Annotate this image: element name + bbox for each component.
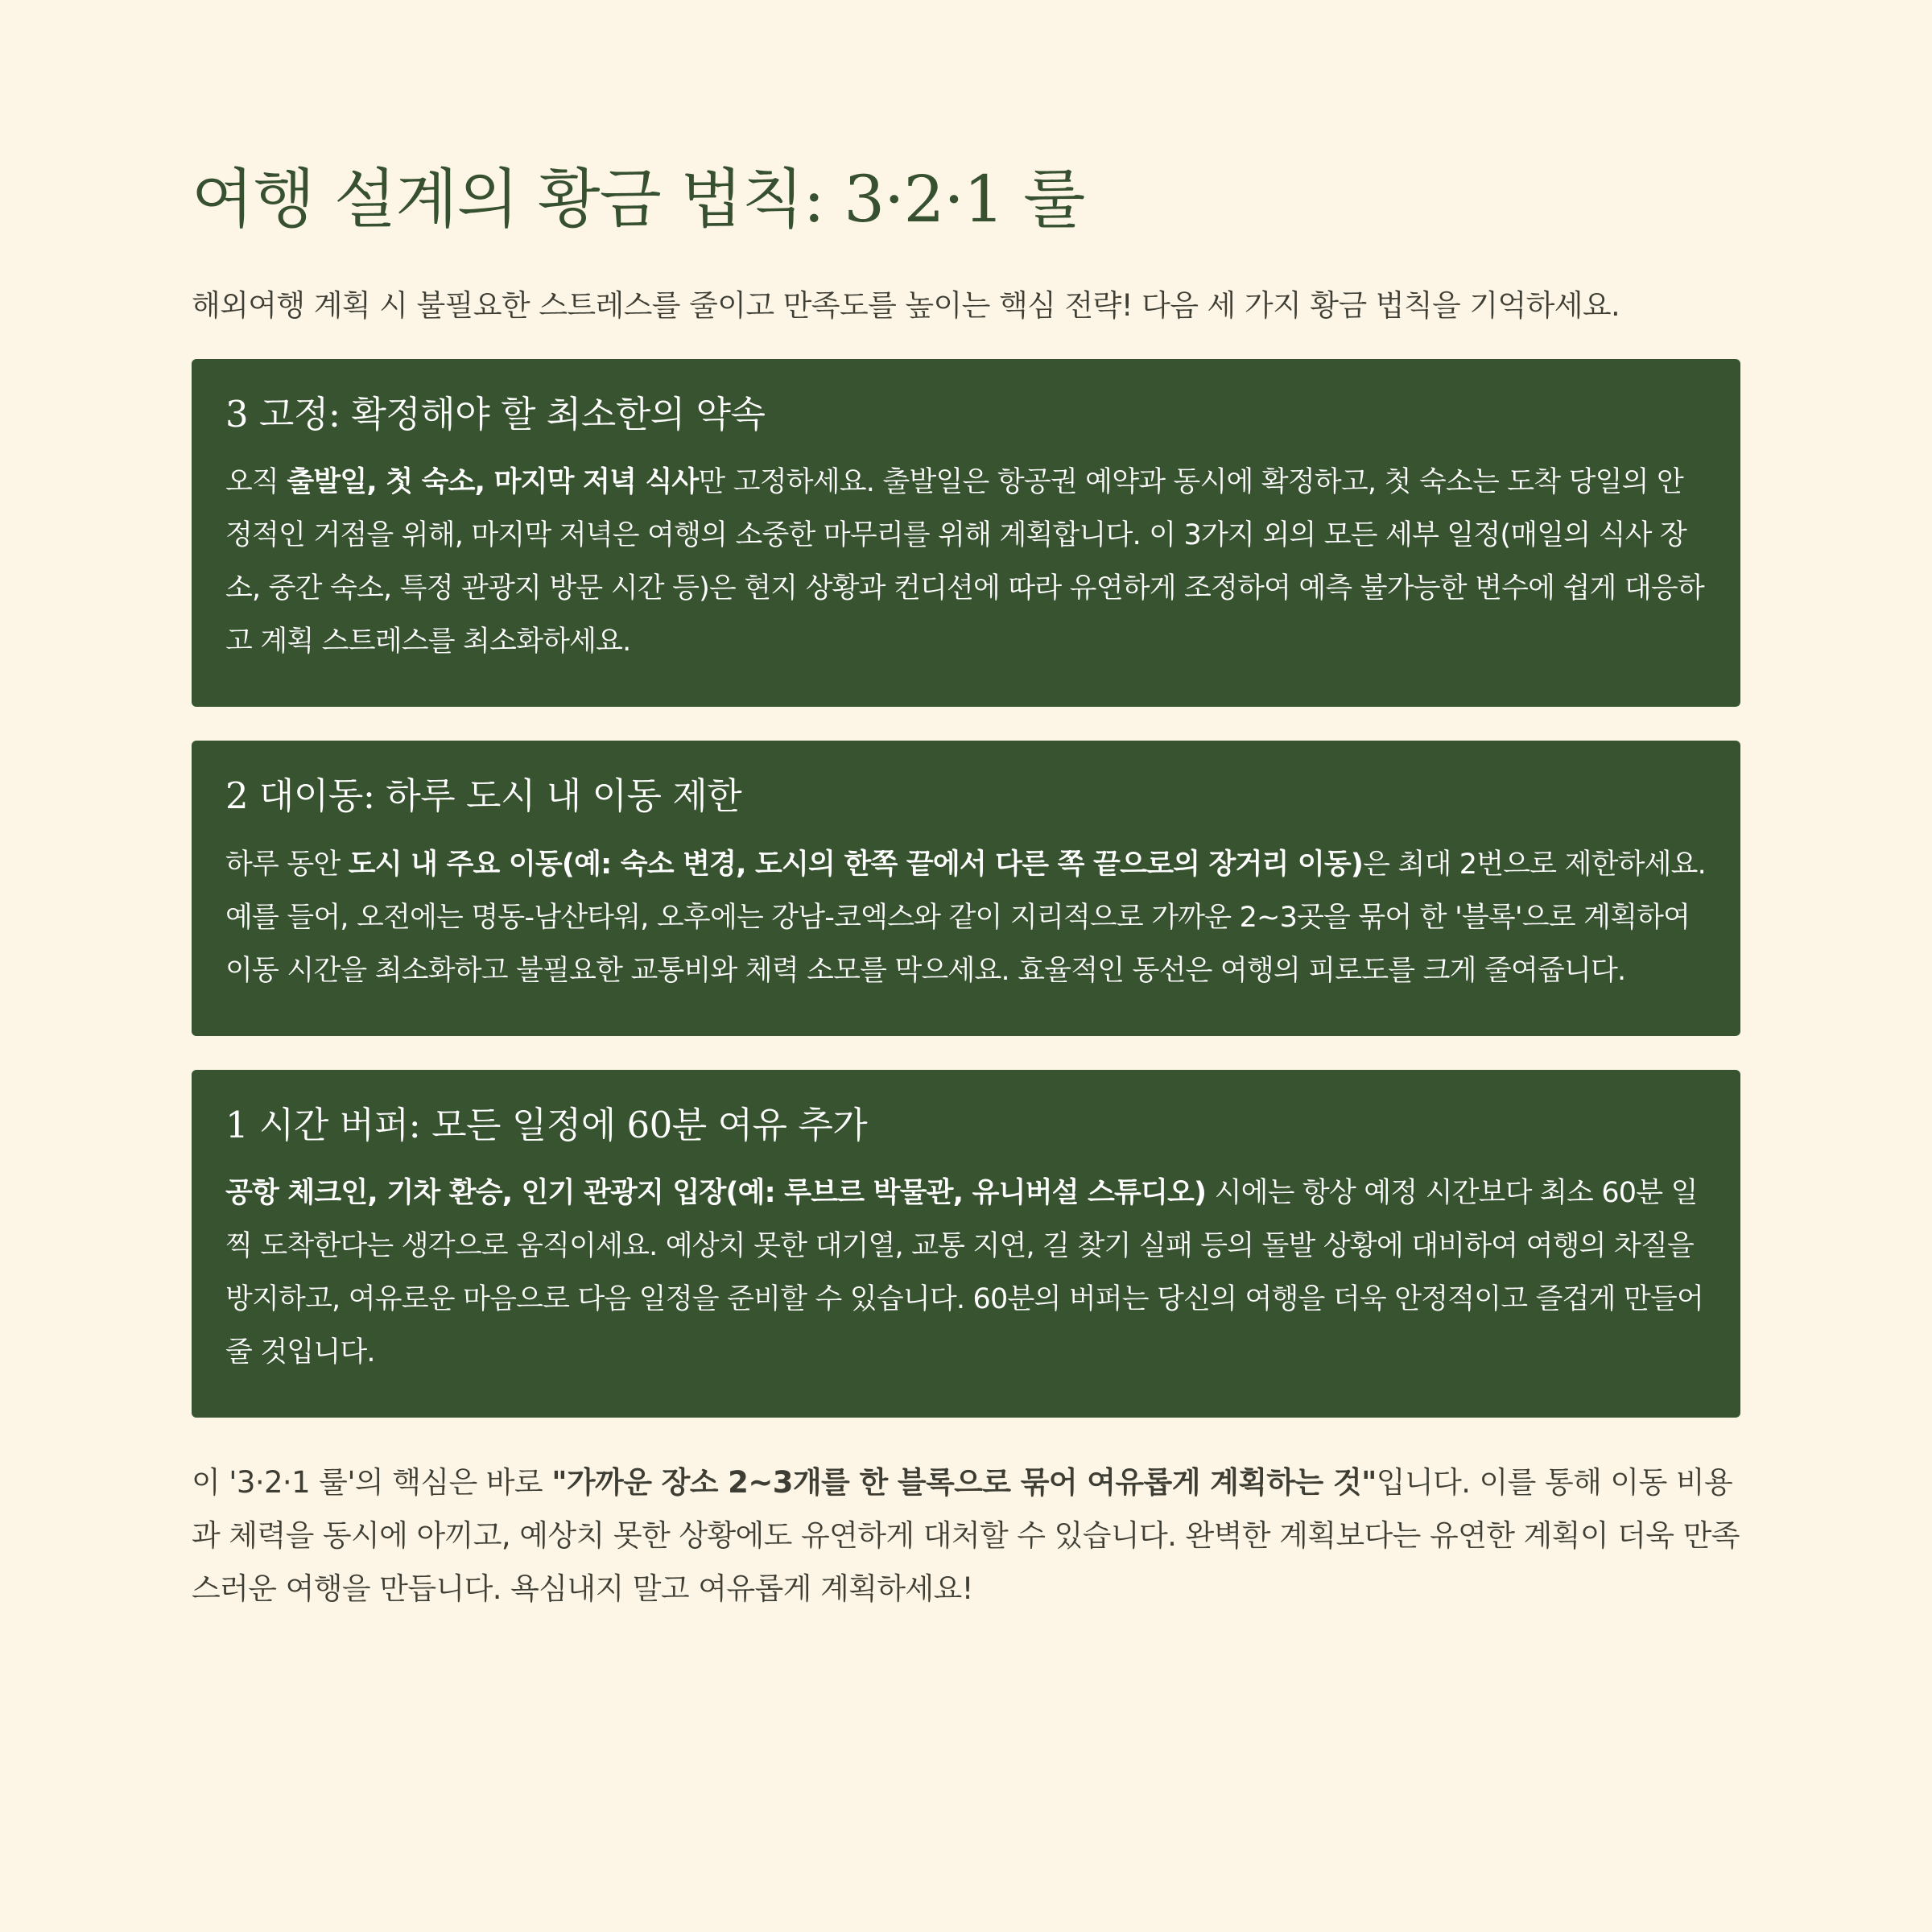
rule-card-1-buffer	[192, 1070, 1740, 1418]
body-text: 시에는 항상 예정 시간보다 최소 60분 일찍 도착한다는 생각으로 움직이세요. 예상치 못한 대기열, 교통 지연, 길 찾기 실패 등의 돌발 상황에 대비하여 여행의 차질을 방지하고, 여유로운 마음으로 다음 일정을 준비할 수 있습니다. 60분의 버퍼는 당신의 여행을 더욱 안정적이고 즐겁게 만들어 줄 것입니다.	[225, 1177, 1703, 1368]
body-highlight: 도시 내 주요 이동(예: 숙소 변경, 도시의 한쪽 끝에서 다른 쪽 끝으로의 장거리 이동)	[348, 848, 1364, 881]
rule-card-body	[225, 1166, 1707, 1379]
rule-card-title: 3 고정: 확정해야 할 최소한의 약속	[225, 392, 766, 436]
summary-highlight: "가까운 장소 2~3개를 한 블록으로 묶어 여유롭게 계획하는 것"	[551, 1465, 1377, 1500]
rule-card-title: 2 대이동: 하루 도시 내 이동 제한	[225, 774, 742, 817]
rule-card-title: 1 시간 버퍼: 모든 일정에 60분 여유 추가	[225, 1103, 868, 1146]
rule-card-body	[225, 838, 1707, 997]
body-text: 하루 동안	[225, 848, 349, 881]
page-title: 여행 설계의 황금 법칙: 3·2·1 룰	[192, 162, 1085, 237]
body-text: 은 최대 2번으로 제한하세요. 예를 들어, 오전에는 명동-남산타워, 오후에는 강남-코엑스와 같이 지리적으로 가까운 2~3곳을 묶어 한 '블록'으로 계획하여 이동 시간을 최소화하고 불필요한 교통비와 체력 소모를 막으세요. 효율적인 동선은 여행의 피로도를 크게 줄여줍니다.	[225, 848, 1707, 987]
body-highlight: 출발일, 첫 숙소, 마지막 저녁 식사	[287, 466, 699, 498]
article	[192, 161, 1740, 1616]
intro-text: 해외여행 계획 시 불필요한 스트레스를 줄이고 만족도를 높이는 핵심 전략! 다음 세 가지 황금 법칙을 기억하세요.	[192, 288, 1620, 323]
summary-post: 입니다. 이를 통해 이동 비용과 체력을 동시에 아끼고, 예상치 못한 상황에도 유연하게 대처할 수 있습니다. 완벽한 계획보다는 유연한 계획이 더욱 만족스러운 여행을 만듭니다. 욕심내지 말고 여유롭게 계획하세요!	[192, 1465, 1740, 1606]
rule-card-3-fixed	[192, 359, 1740, 708]
body-text: 오직	[225, 466, 287, 498]
summary-pre: 이 '3·2·1 룰'의 핵심은 바로	[192, 1465, 552, 1500]
body-text: 만 고정하세요. 출발일은 항공권 예약과 동시에 확정하고, 첫 숙소는 도착 당일의 안정적인 거점을 위해, 마지막 저녁은 여행의 소중한 마무리를 위해 계획합니다. 이 3가지 외의 모든 세부 일정(매일의 식사 장소, 중간 숙소, 특정 관광지 방문 시간 등)은 현지 상황과 컨디션에 따라 유연하게 조정하여 예측 불가능한 변수에 쉽게 대응하고 계획 스트레스를 최소화하세요.	[225, 466, 1704, 658]
rule-card-2-moves	[192, 741, 1740, 1036]
rule-card-body	[225, 456, 1707, 668]
summary-text	[192, 1456, 1740, 1616]
body-highlight: 공항 체크인, 기차 환승, 인기 관광지 입장(예: 루브르 박물관, 유니버설 스튜디오)	[225, 1177, 1207, 1209]
